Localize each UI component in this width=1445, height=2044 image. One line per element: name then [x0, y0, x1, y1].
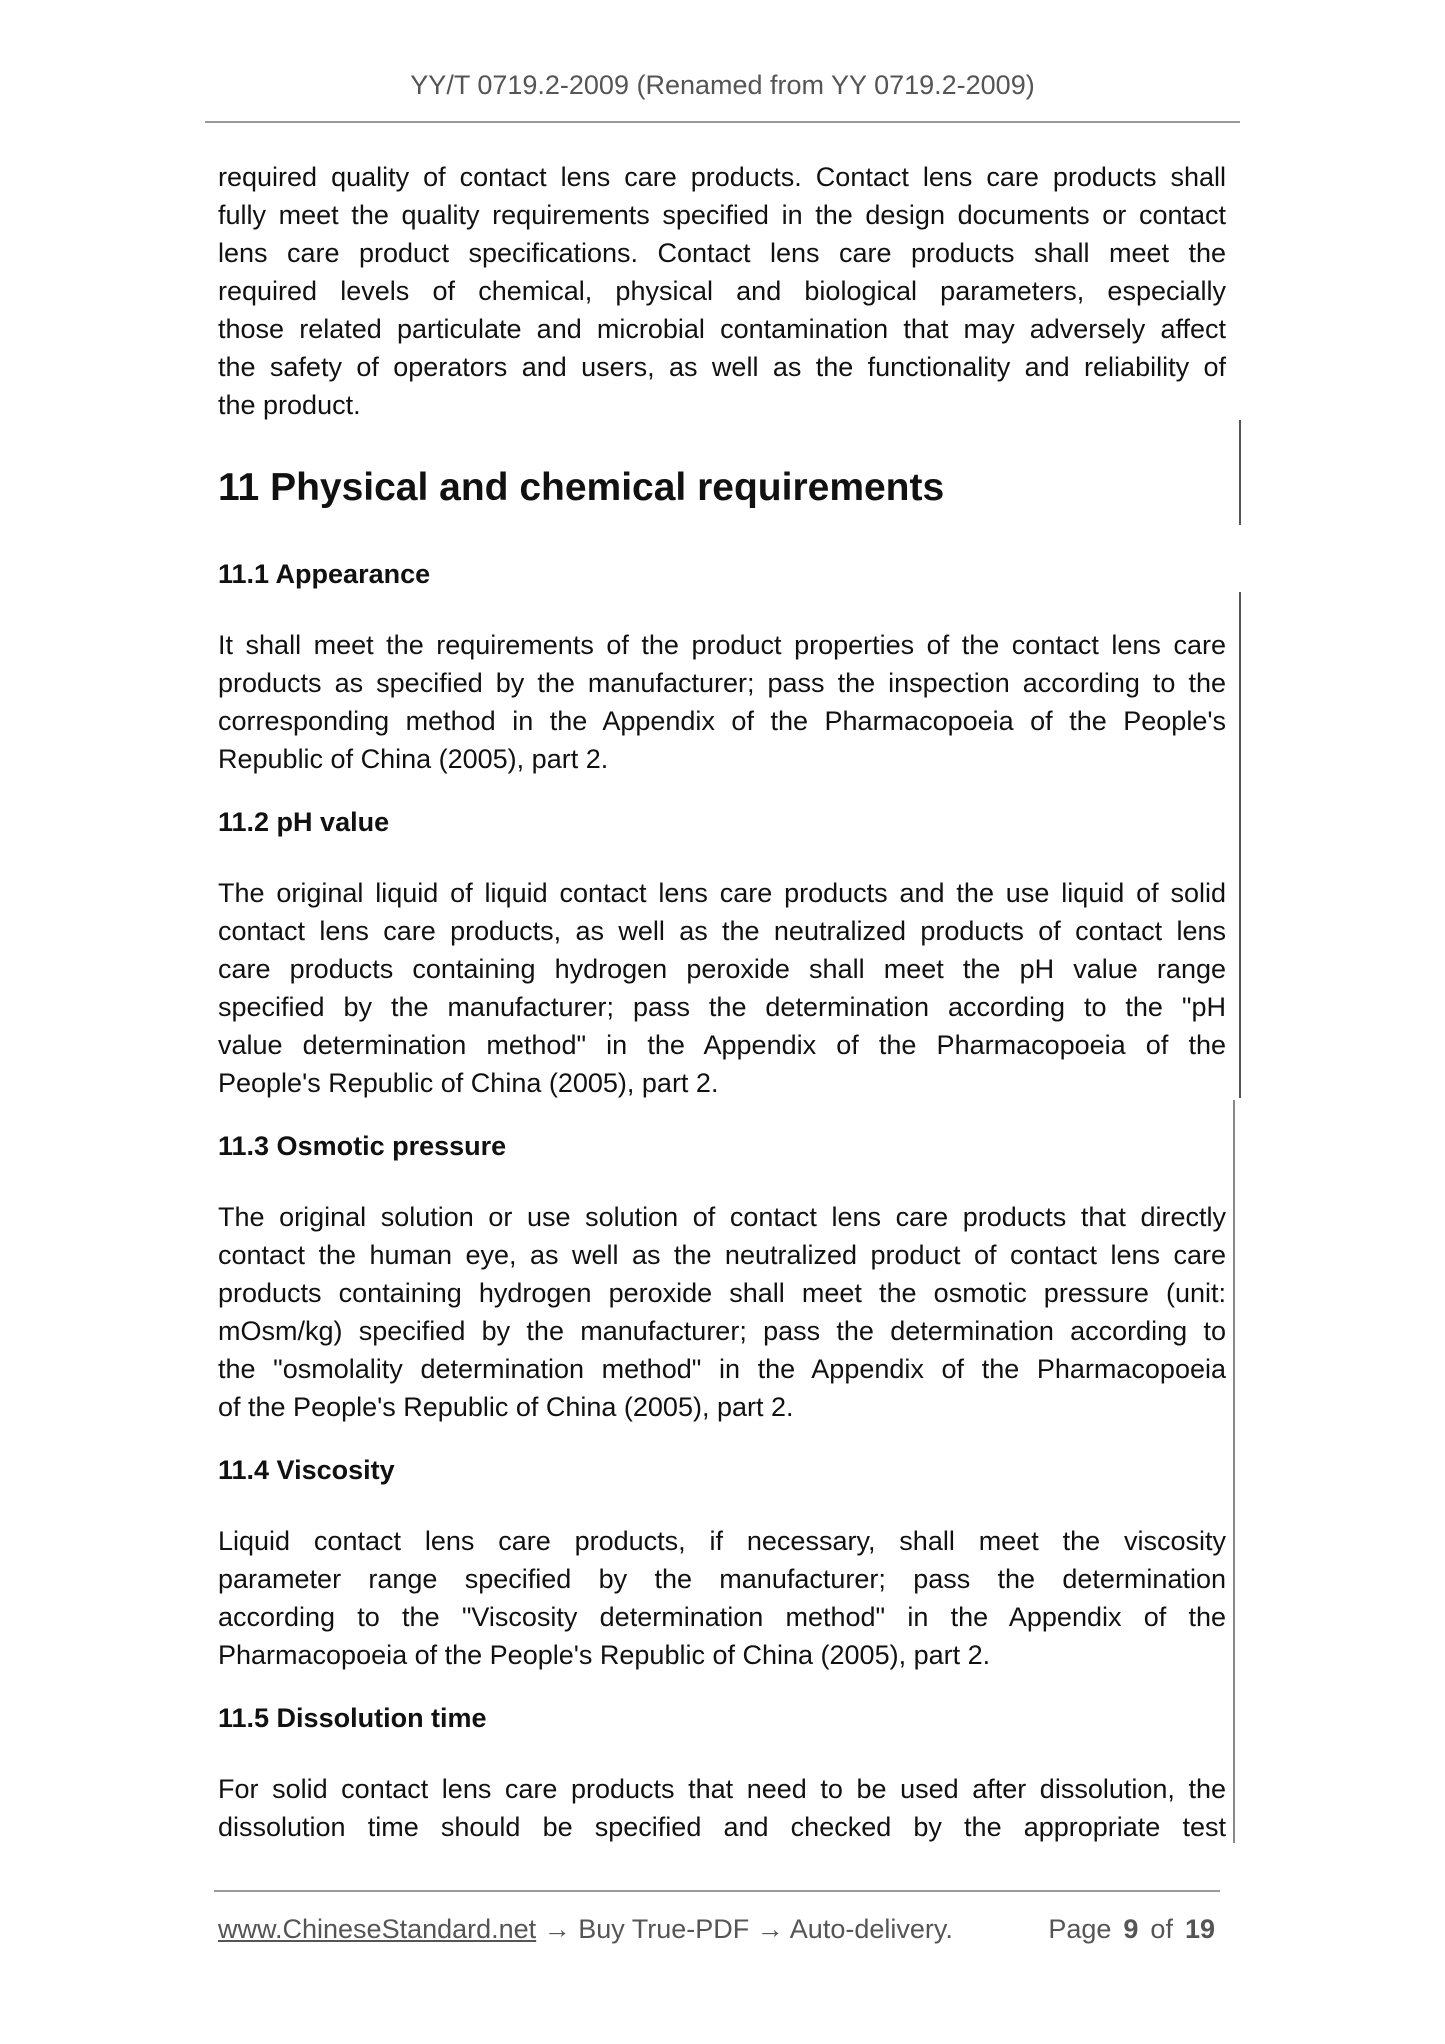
text-line: specified by the manufacturer; pass the determination according to the "pH	[218, 992, 1226, 1022]
text-line: contact the human eye, as well as the neutralized product of contact lens care	[218, 1240, 1226, 1270]
text-line: products containing hydrogen peroxide shall meet the osmotic pressure (unit:	[218, 1278, 1226, 1308]
text-line: products as specified by the manufacturer; pass the inspection according to the	[218, 668, 1226, 698]
text-line: Republic of China (2005), part 2.	[218, 744, 609, 774]
text-line: It shall meet the requirements of the product properties of the contact lens care	[218, 630, 1226, 660]
subsection-heading-osmotic-pressure: 11.3 Osmotic pressure	[218, 1131, 507, 1161]
text-line: fully meet the quality requirements specified in the design documents or contact	[218, 200, 1226, 230]
text-line: lens care product specifications. Contact lens care products shall meet the	[218, 238, 1226, 268]
change-bar	[1239, 592, 1241, 1098]
footer-promo	[218, 1914, 953, 1945]
text-line: dissolution time should be specified and checked by the appropriate test	[218, 1812, 1226, 1842]
text-line: The original solution or use solution of contact lens care products that directly	[218, 1202, 1226, 1232]
website-link[interactable]: www.ChineseStandard.net	[218, 1914, 537, 1944]
auto-delivery-text: Auto-delivery.	[789, 1914, 953, 1944]
footer-rule	[214, 1890, 1220, 1892]
page-total: 19	[1184, 1914, 1215, 1944]
page-current: 9	[1123, 1914, 1139, 1944]
page-header-title: YY/T 0719.2-2009 (Renamed from YY 0719.2-2009)	[410, 70, 1035, 100]
arrow-right-icon: →	[543, 1914, 571, 1944]
subsection-heading-appearance: 11.1 Appearance	[218, 559, 431, 589]
text-line: For solid contact lens care products that need to be used after dissolution, the	[218, 1774, 1226, 1804]
text-line: Liquid contact lens care products, if necessary, shall meet the viscosity	[218, 1526, 1226, 1556]
text-line: mOsm/kg) specified by the manufacturer; pass the determination according to	[218, 1316, 1226, 1346]
text-line: the safety of operators and users, as well as the functionality and reliability of	[218, 352, 1226, 382]
text-line: parameter range specified by the manufacturer; pass the determination	[218, 1564, 1226, 1594]
subsection-heading-viscosity: 11.4 Viscosity	[218, 1455, 395, 1485]
text-line: the product.	[218, 390, 361, 420]
subsection-heading-ph-value: 11.2 pH value	[218, 807, 390, 837]
header-rule	[205, 121, 1240, 123]
page-of-label: of	[1150, 1914, 1173, 1944]
page-label: Page	[1048, 1914, 1112, 1944]
text-line: of the People's Republic of China (2005), part 2.	[218, 1392, 794, 1422]
text-line: People's Republic of China (2005), part 2.	[218, 1068, 719, 1098]
text-line: The original liquid of liquid contact lens care products and the use liquid of solid	[218, 878, 1226, 908]
text-line: required quality of contact lens care products. Contact lens care products shall	[218, 162, 1226, 192]
change-bar	[1233, 1100, 1235, 1843]
buy-true-pdf-text: Buy True-PDF	[578, 1914, 750, 1944]
change-bar	[1239, 420, 1241, 525]
arrow-right-icon: →	[756, 1914, 784, 1944]
text-line: the "osmolality determination method" in the Appendix of the Pharmacopoeia	[218, 1354, 1226, 1384]
text-line: those related particulate and microbial contamination that may adversely affect	[218, 314, 1226, 344]
text-line: Pharmacopoeia of the People's Republic of China (2005), part 2.	[218, 1640, 991, 1670]
section-heading: 11 Physical and chemical requirements	[218, 466, 945, 509]
subsection-heading-dissolution-time: 11.5 Dissolution time	[218, 1703, 487, 1733]
page-number	[1048, 1914, 1215, 1945]
text-line: according to the "Viscosity determination method" in the Appendix of the	[218, 1602, 1226, 1632]
text-line: care products containing hydrogen peroxide shall meet the pH value range	[218, 954, 1226, 984]
text-line: corresponding method in the Appendix of the Pharmacopoeia of the People's	[218, 706, 1226, 736]
text-line: required levels of chemical, physical and biological parameters, especially	[218, 276, 1226, 306]
text-line: contact lens care products, as well as the neutralized products of contact lens	[218, 916, 1226, 946]
text-line: value determination method" in the Appendix of the Pharmacopoeia of the	[218, 1030, 1226, 1060]
